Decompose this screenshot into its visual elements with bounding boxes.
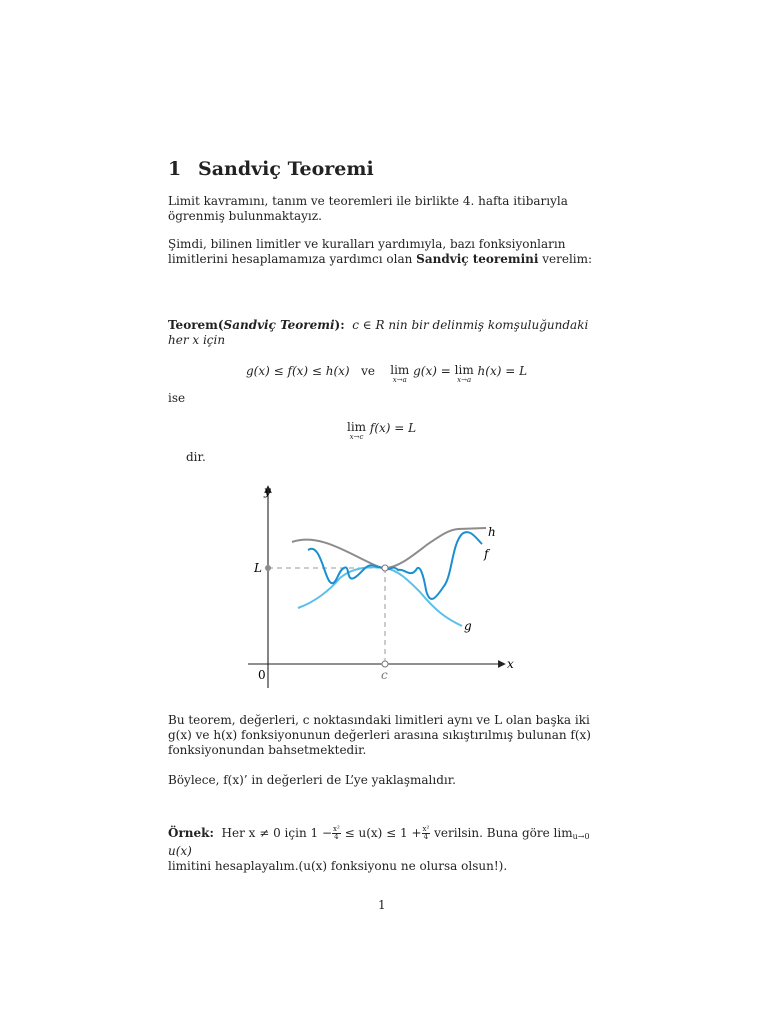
lim-h — [455, 364, 474, 385]
inequality: g(x) ≤ f(x) ≤ h(x) — [246, 364, 350, 378]
theorem-name: Sandviç Teoremi — [223, 318, 335, 332]
theorem-label: Teorem( — [168, 318, 224, 332]
section-title-text: Sandviç Teoremi — [198, 158, 374, 180]
intro-p2-end: verelim: — [538, 252, 593, 266]
theorem-label-close: ): — [334, 318, 345, 332]
theorem-statement — [168, 318, 600, 348]
h-label: h — [488, 525, 496, 539]
lim-g-expr: g(x) = — [413, 364, 451, 378]
fraction-1-den: 4 — [334, 833, 339, 841]
lim-g-word: lim — [390, 363, 410, 377]
c-label: c — [381, 668, 388, 682]
ise-word: ise — [168, 391, 186, 405]
y-axis-label: y — [264, 484, 271, 498]
L-label: L — [254, 561, 262, 575]
fraction-1 — [332, 826, 341, 841]
g-label: g — [464, 619, 472, 633]
explanation-paragraph-1: Bu teorem, değerleri, c noktasındaki limitleri aynı ve L olan başka iki g(x) ve h(x) fonksiyonunun değerleri arasına sıkıştırılmış bulunan f(x) fonksiyonundan bahsetmektedir. — [168, 713, 591, 757]
dir-word: dir. — [186, 450, 206, 464]
lim-g-sub: x→a — [392, 376, 407, 384]
lim-f-sub: x→c — [349, 433, 364, 441]
origin-label: 0 — [258, 668, 266, 682]
point-c-axis — [382, 661, 388, 667]
example-paragraph — [168, 826, 600, 874]
theorem-conclusion — [347, 421, 416, 442]
lim-f — [347, 421, 366, 442]
theorem-condition — [246, 364, 527, 385]
section-number: 1 — [168, 158, 182, 180]
curve-g — [298, 567, 462, 626]
ve-word: ve — [361, 364, 375, 378]
example-text-3: verilsin. Buna göre lim — [434, 826, 573, 840]
lim-h-sub: x→a — [457, 376, 472, 384]
intro-p2-bold: Sandviç teoremini — [416, 252, 539, 266]
theorem-text: c ∈ R nin bir delinmiş komşuluğundaki her x için — [168, 318, 589, 347]
intro-p2-text: Şimdi, bilinen limitler ve kuralları yardımıyla, bazı fonksiyonların limitlerini hesaplamamıza yardımcı olan — [168, 237, 566, 266]
explanation-paragraph-2: Böylece, f(x)’ in değerleri de L’ye yaklaşmalıdır. — [168, 773, 456, 787]
example-text-4: u(x) — [168, 844, 192, 858]
example-text-1: Her x ≠ 0 için 1 − — [221, 826, 332, 840]
intro-paragraph-2 — [168, 237, 600, 267]
fraction-2-num: x² — [422, 825, 430, 833]
fraction-1-num: x² — [333, 825, 340, 833]
lim-f-word: lim — [347, 420, 367, 434]
point-L-c — [382, 565, 388, 571]
section-title — [168, 158, 374, 180]
example-line-2: limitini hesaplayalım.(u(x) fonksiyonu ne olursa olsun!). — [168, 859, 508, 873]
page-number: 1 — [378, 898, 386, 912]
lim-h-expr: h(x) = L — [477, 364, 528, 378]
fraction-2 — [422, 826, 431, 841]
lim-h-word: lim — [454, 363, 474, 377]
f-label: f — [484, 547, 489, 561]
point-L-axis — [265, 565, 271, 571]
fraction-2-den: 4 — [423, 833, 429, 841]
example-label: Örnek: — [168, 826, 214, 840]
example-lim-sub: u→0 — [572, 832, 590, 841]
example-text-2: ≤ u(x) ≤ 1 + — [344, 826, 422, 840]
lim-f-expr: f(x) = L — [369, 421, 417, 435]
sandwich-figure — [240, 478, 530, 693]
lim-g — [390, 364, 409, 385]
intro-paragraph-1: Limit kavramını, tanım ve teoremleri ile birlikte 4. hafta itibarıyla ögrenmiş bulunmaktayız. — [168, 194, 568, 223]
x-axis-label: x — [507, 657, 514, 671]
